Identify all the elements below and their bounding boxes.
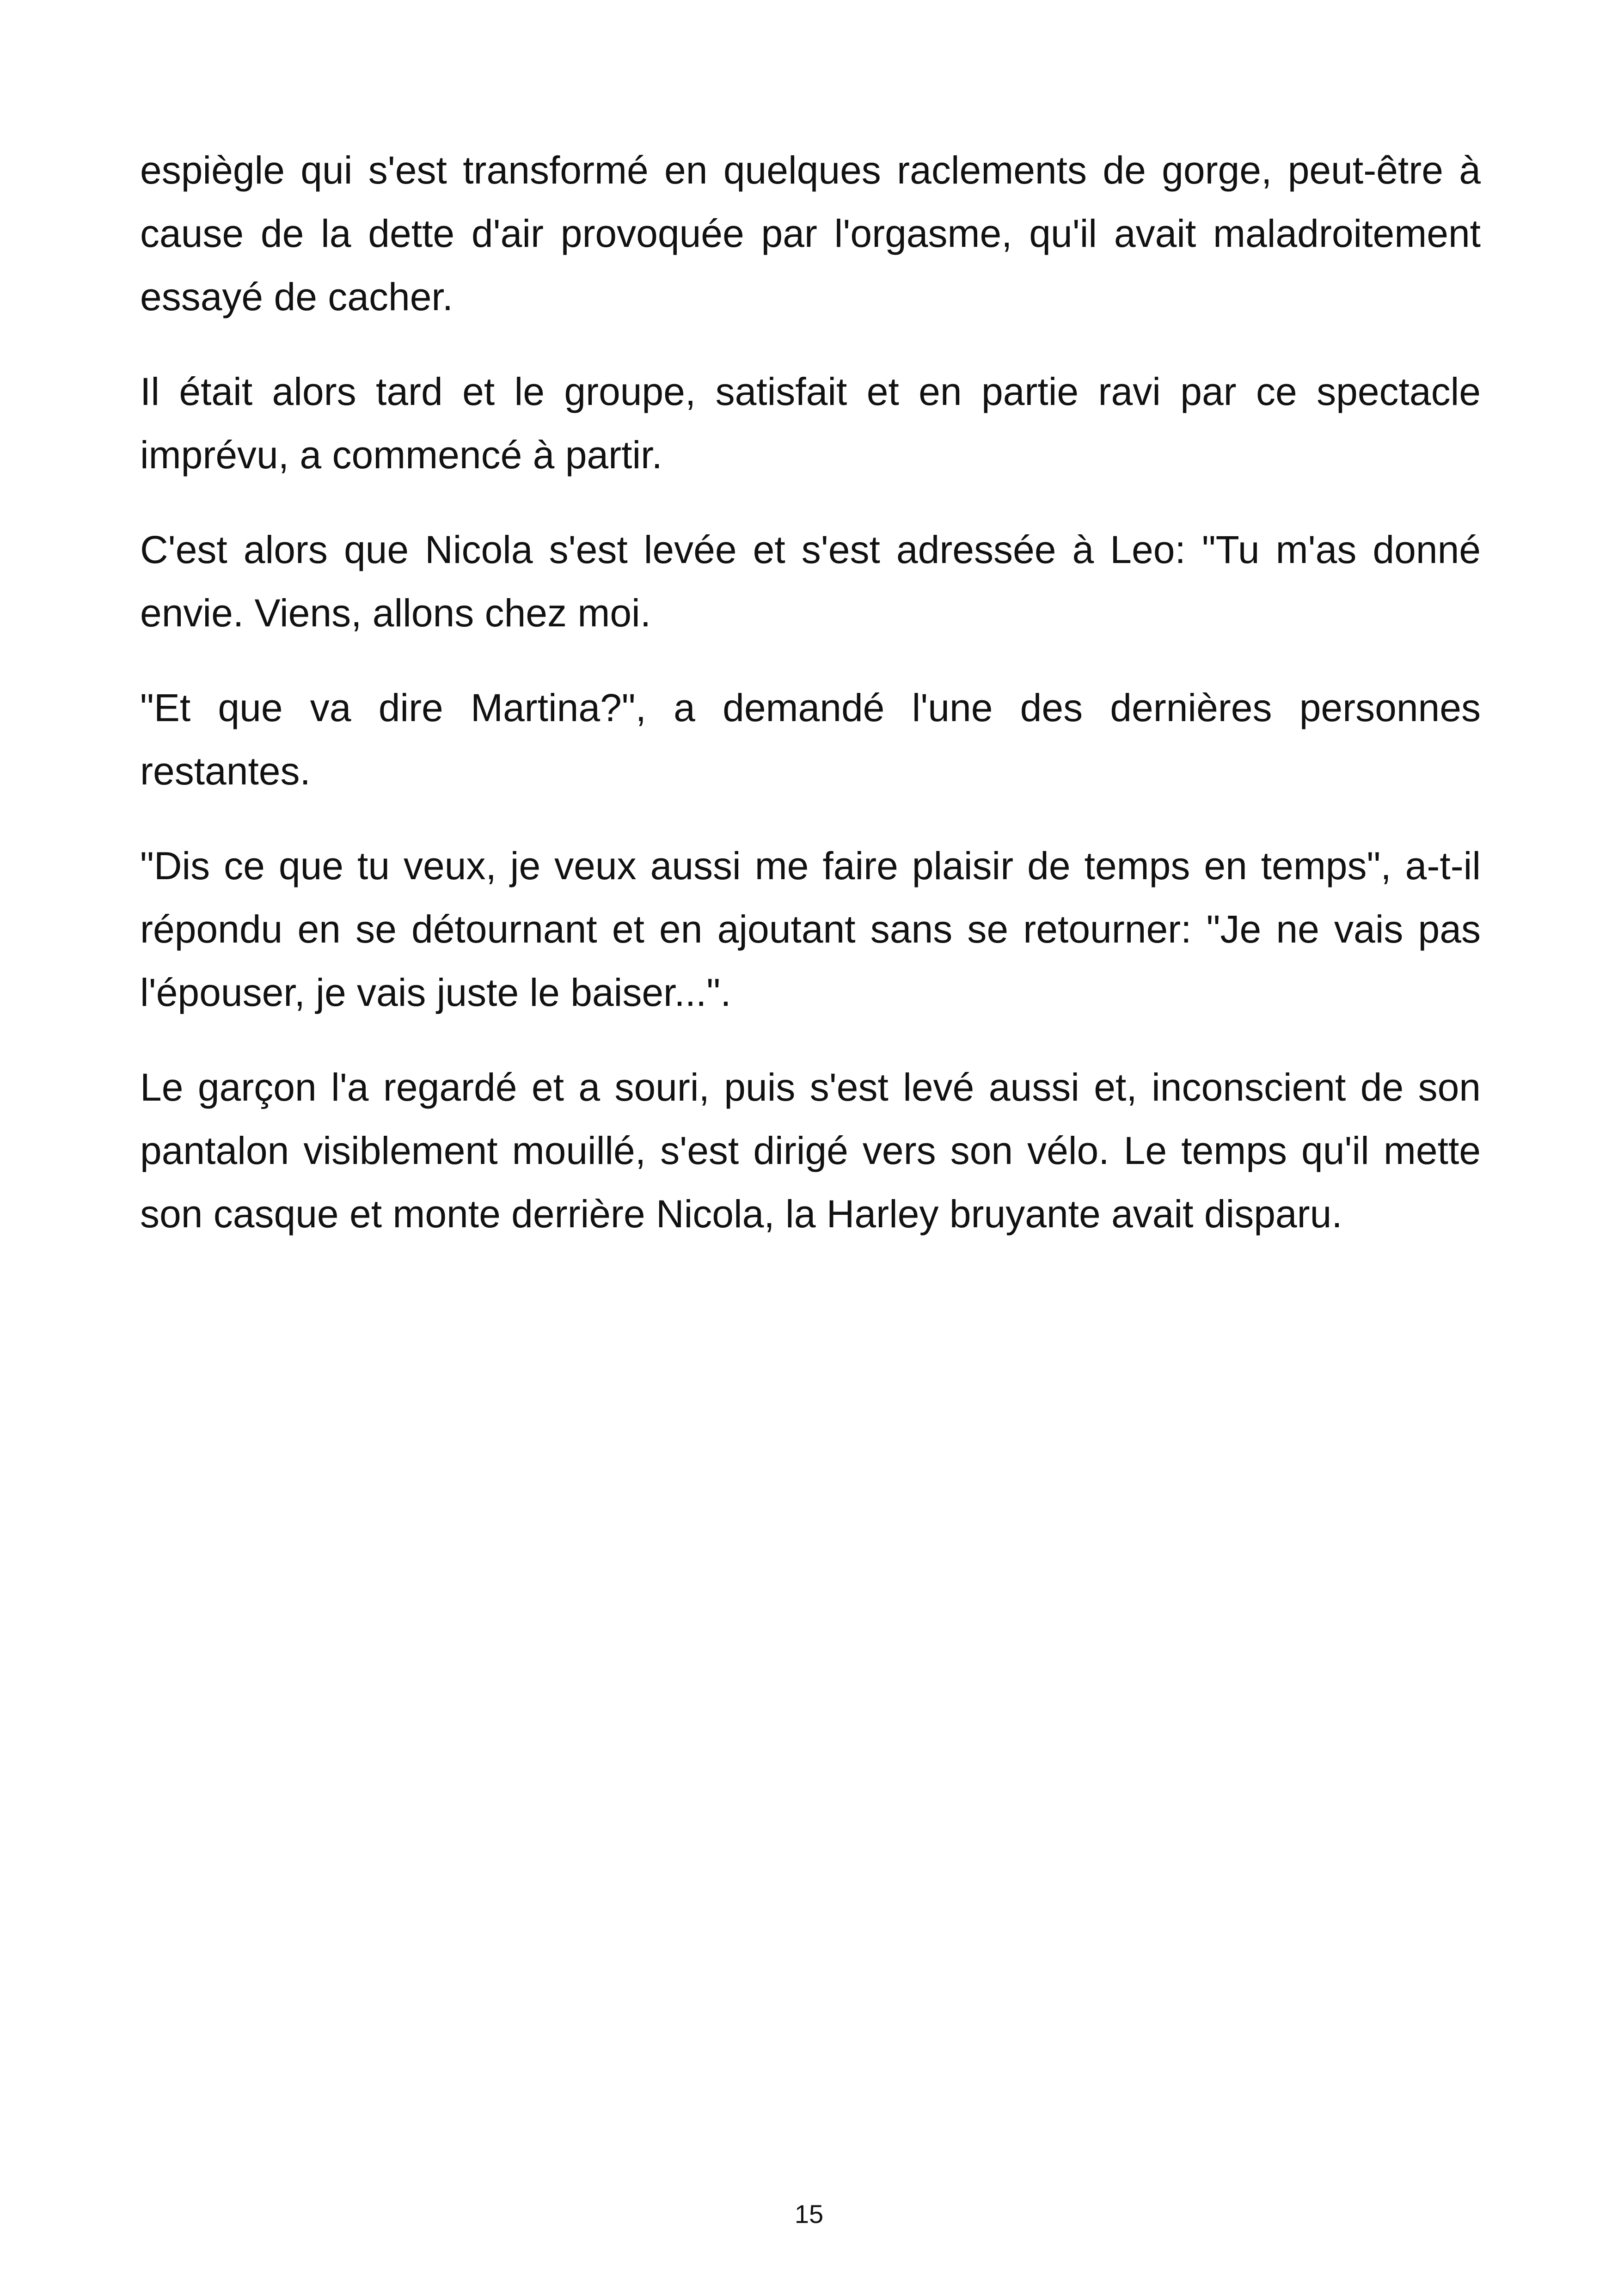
paragraph-1: espiègle qui s'est transformé en quelques raclements de gorge, peut-être à cause de la dette d'air provoquée par l'orgasme, qu'il avait maladroitement essayé de cacher. bbox=[140, 148, 1481, 318]
paragraph-2: Il était alors tard et le groupe, satisfait et en partie ravi par ce spectacle imprévu, a commencé à partir. bbox=[140, 370, 1481, 477]
page-number: 15 bbox=[794, 2199, 824, 2229]
body-text bbox=[140, 139, 1481, 1277]
paragraph-5: "Dis ce que tu veux, je veux aussi me faire plaisir de temps en temps", a-t-il répondu en se détournant et en ajoutant sans se retourner: "Je ne vais pas l'épouser, je vais juste le baiser...". bbox=[140, 844, 1481, 1014]
paragraph-4: "Et que va dire Martina?", a demandé l'une des dernières personnes restantes. bbox=[140, 686, 1481, 793]
paragraph-6: Le garçon l'a regardé et a souri, puis s'est levé aussi et, inconscient de son pantalon visiblement mouillé, s'est dirigé vers son vélo. Le temps qu'il mette son casque et monte derrière Nicola, la Harley bruyante avait disparu. bbox=[140, 1065, 1481, 1236]
paragraph-3: C'est alors que Nicola s'est levée et s'est adressée à Leo: "Tu m'as donné envie. Viens, allons chez moi. bbox=[140, 528, 1481, 635]
